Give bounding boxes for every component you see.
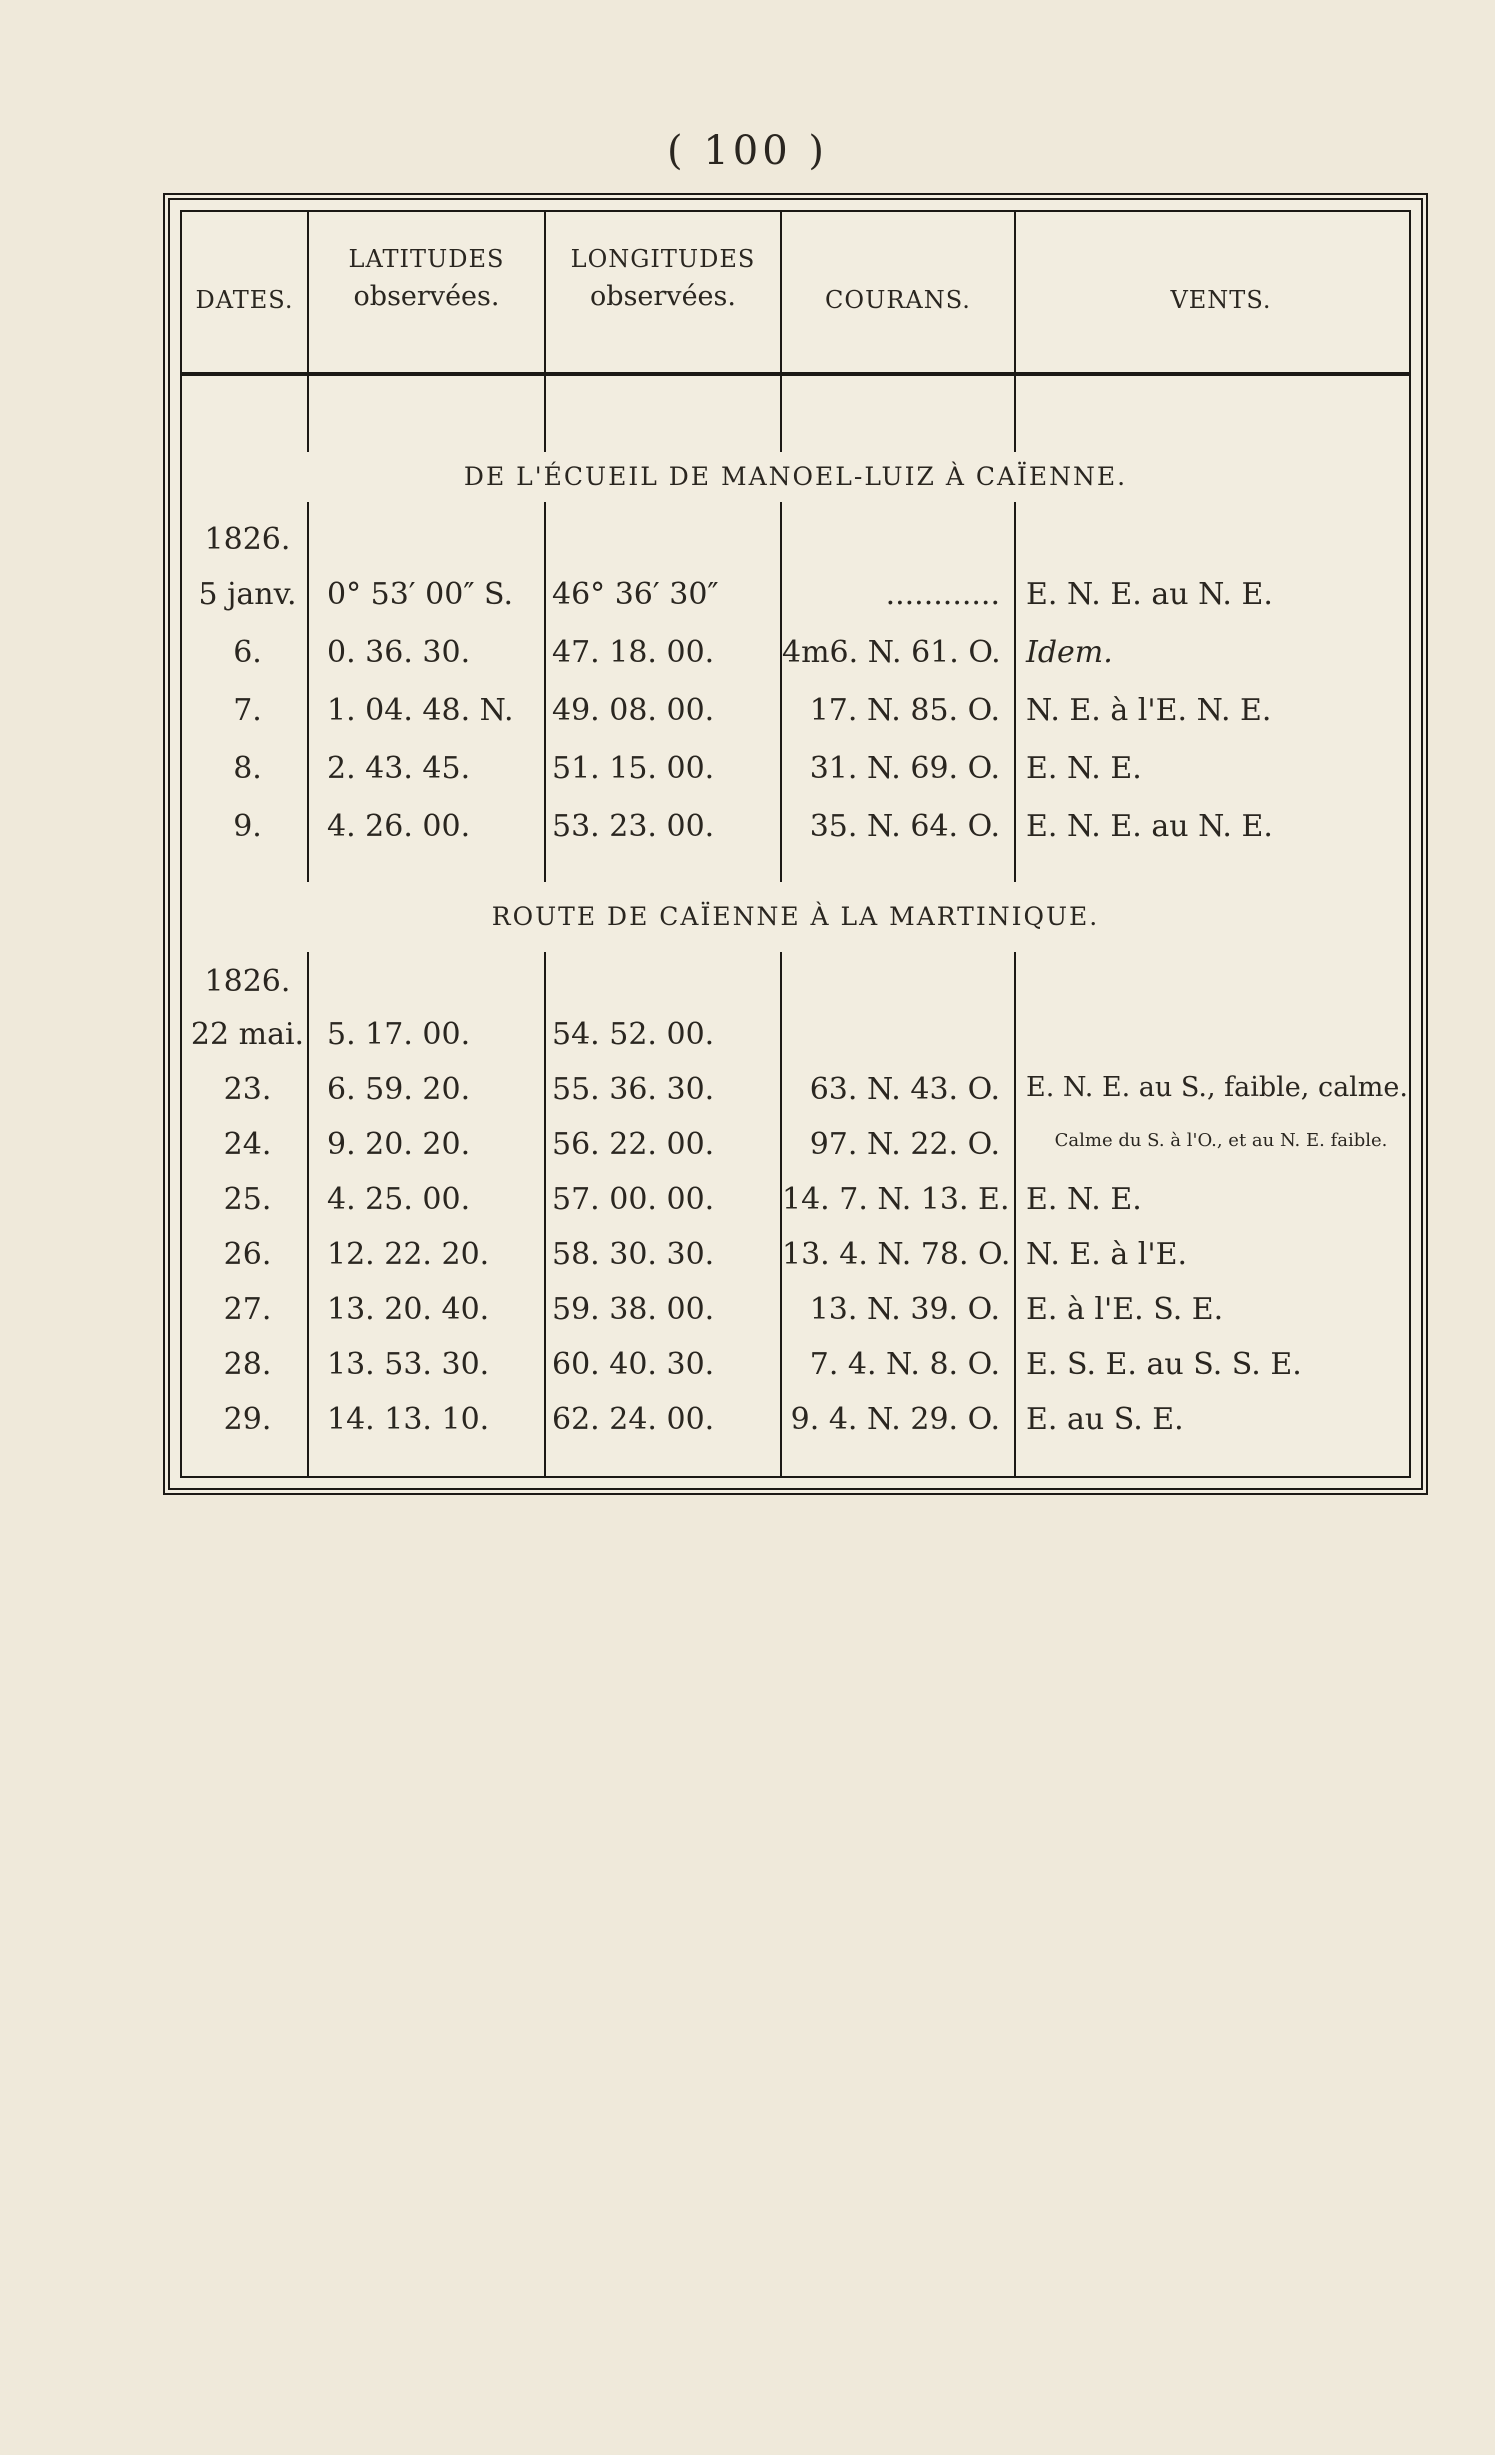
date-cell: 7. xyxy=(233,693,262,728)
current-cell: 17. N. 85. O. xyxy=(809,693,1000,728)
current-cell: 13. 4. N. 78. O. xyxy=(782,1237,1011,1272)
table-row xyxy=(182,1182,1409,1232)
wind-cell: E. N. E. au S., faible, calme. xyxy=(1026,1072,1408,1103)
current-cell: 4m6. N. 61. O. xyxy=(782,635,1001,670)
table-row xyxy=(182,635,1409,685)
wind-cell: E. au S. E. xyxy=(1026,1402,1184,1437)
date-cell: 8. xyxy=(233,751,262,786)
longitude-cell: 51. 15. 00. xyxy=(552,751,715,786)
page-number: ( 100 ) xyxy=(667,128,828,174)
table-row xyxy=(182,751,1409,801)
table-row xyxy=(182,1017,1409,1067)
year-row xyxy=(182,522,1409,572)
year-cell: 1826. xyxy=(204,522,291,557)
table-row xyxy=(182,809,1409,859)
latitude-cell: 14. 13. 10. xyxy=(327,1402,490,1437)
wind-cell: N. E. à l'E. xyxy=(1026,1237,1188,1272)
longitude-cell: 53. 23. 00. xyxy=(552,809,715,844)
current-cell: 13. N. 39. O. xyxy=(809,1292,1000,1327)
longitude-cell: 59. 38. 00. xyxy=(552,1292,715,1327)
date-cell: 26. xyxy=(223,1237,272,1272)
table-row xyxy=(182,1402,1409,1452)
latitude-cell: 12. 22. 20. xyxy=(327,1237,490,1272)
date-cell: 28. xyxy=(223,1347,272,1382)
longitude-cell: 60. 40. 30. xyxy=(552,1347,715,1382)
year-cell: 1826. xyxy=(204,964,291,999)
current-cell: 31. N. 69. O. xyxy=(809,751,1000,786)
latitude-cell: 5. 17. 00. xyxy=(327,1017,471,1052)
latitude-cell: 4. 25. 00. xyxy=(327,1182,471,1217)
wind-cell: N. E. à l'E. N. E. xyxy=(1026,693,1272,728)
longitude-cell: 47. 18. 00. xyxy=(552,635,715,670)
latitude-cell: 0. 36. 30. xyxy=(327,635,471,670)
latitude-cell: 6. 59. 20. xyxy=(327,1072,471,1107)
latitude-cell: 0° 53′ 00″ S. xyxy=(327,577,514,612)
table-row xyxy=(182,1237,1409,1287)
header-rule xyxy=(182,372,1409,376)
current-cell: 35. N. 64. O. xyxy=(809,809,1000,844)
header-courans: COURANS. xyxy=(825,286,971,314)
header-vents: VENTS. xyxy=(1170,286,1272,314)
current-cell: 14. 7. N. 13. E. xyxy=(782,1182,1010,1217)
current-cell: ............ xyxy=(885,577,1000,612)
latitude-cell: 13. 20. 40. xyxy=(327,1292,490,1327)
current-cell: 97. N. 22. O. xyxy=(809,1127,1000,1162)
latitude-cell: 4. 26. 00. xyxy=(327,809,471,844)
section-title-caienne-martinique: ROUTE DE CAÏENNE À LA MARTINIQUE. xyxy=(182,882,1409,952)
wind-cell: Calme du S. à l'O., et au N. E. faible. xyxy=(1054,1130,1388,1151)
header-longitudes: LONGITUDES observées. xyxy=(570,245,756,312)
longitude-cell: 56. 22. 00. xyxy=(552,1127,715,1162)
longitude-cell: 46° 36′ 30″ xyxy=(552,577,719,612)
latitude-cell: 13. 53. 30. xyxy=(327,1347,490,1382)
date-cell: 23. xyxy=(223,1072,272,1107)
wind-cell: E. N. E. au N. E. xyxy=(1026,809,1273,844)
date-cell: 27. xyxy=(223,1292,272,1327)
date-cell: 5 janv. xyxy=(198,577,297,612)
wind-cell: E. à l'E. S. E. xyxy=(1026,1292,1224,1327)
table-row xyxy=(182,1292,1409,1342)
latitude-cell: 9. 20. 20. xyxy=(327,1127,471,1162)
latitude-cell: 2. 43. 45. xyxy=(327,751,471,786)
section-title-manoel-luiz: DE L'ÉCUEIL DE MANOEL-LUIZ À CAÏENNE. xyxy=(182,452,1409,502)
current-cell: 9. 4. N. 29. O. xyxy=(790,1402,1000,1437)
wind-cell: E. N. E. au N. E. xyxy=(1026,577,1273,612)
table-row xyxy=(182,1347,1409,1397)
table-row xyxy=(182,1072,1409,1122)
wind-cell: E. N. E. xyxy=(1026,1182,1142,1217)
longitude-cell: 62. 24. 00. xyxy=(552,1402,715,1437)
observation-table xyxy=(163,193,1428,1495)
date-cell: 25. xyxy=(223,1182,272,1217)
date-cell: 22 mai. xyxy=(190,1017,305,1052)
longitude-cell: 49. 08. 00. xyxy=(552,693,715,728)
header-dates: DATES. xyxy=(195,286,294,314)
longitude-cell: 54. 52. 00. xyxy=(552,1017,715,1052)
date-cell: 6. xyxy=(233,635,262,670)
date-cell: 24. xyxy=(223,1127,272,1162)
table-row xyxy=(182,1127,1409,1177)
longitude-cell: 55. 36. 30. xyxy=(552,1072,715,1107)
wind-cell: E. S. E. au S. S. E. xyxy=(1026,1347,1302,1382)
wind-cell: E. N. E. xyxy=(1026,751,1142,786)
longitude-cell: 58. 30. 30. xyxy=(552,1237,715,1272)
date-cell: 29. xyxy=(223,1402,272,1437)
latitude-cell: 1. 04. 48. N. xyxy=(327,693,514,728)
wind-cell: Idem. xyxy=(1026,635,1113,670)
table-row xyxy=(182,577,1409,627)
header-latitudes: LATITUDES observées. xyxy=(348,245,505,312)
current-cell: 63. N. 43. O. xyxy=(809,1072,1000,1107)
table-row xyxy=(182,693,1409,743)
date-cell: 9. xyxy=(233,809,262,844)
current-cell: 7. 4. N. 8. O. xyxy=(809,1347,1000,1382)
table-inner-frame xyxy=(180,210,1411,1478)
year-row xyxy=(182,964,1409,1014)
longitude-cell: 57. 00. 00. xyxy=(552,1182,715,1217)
